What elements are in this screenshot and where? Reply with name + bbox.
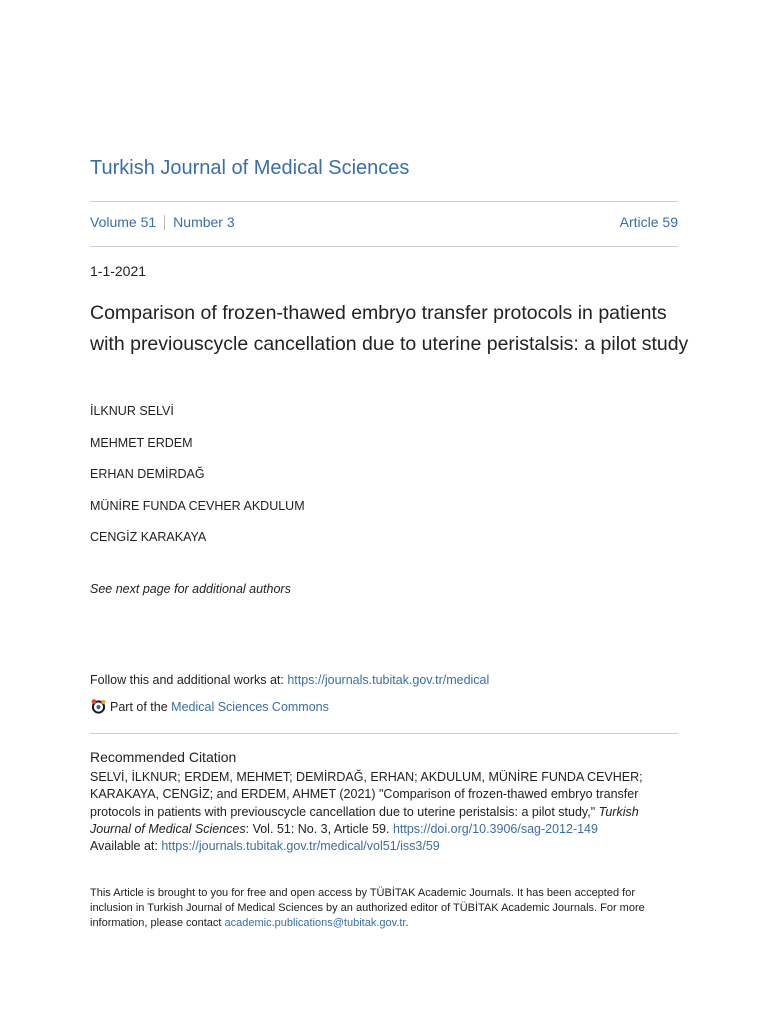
article-title: Comparison of frozen-thawed embryo transfer protocols in patients with previouscycle cancellation due to uterine peristalsis: a pilot study	[90, 302, 689, 355]
available-url-link[interactable]: https://journals.tubitak.gov.tr/medical/vol51/iss3/59	[161, 839, 440, 854]
author-list	[90, 404, 305, 562]
recommended-citation-heading: Recommended Citation	[90, 749, 237, 765]
author-name: MÜNİRE FUNDA CEVHER AKDULUM	[90, 498, 305, 513]
number-link[interactable]: Number 3	[173, 214, 235, 230]
citation-divider	[90, 733, 678, 734]
follow-line	[90, 673, 489, 687]
issue-divider	[90, 246, 678, 247]
access-note-text: This Article is brought to you for free and open access by TÜBİTAK Academic Journals. It has been accepted for inclusion in Turkish Journal of Medical Sciences by an authorized editor of TÜBİTAK Academic Journals. For more information, please contact	[90, 887, 645, 929]
top-divider	[90, 201, 678, 202]
part-of-line	[90, 698, 329, 715]
access-note	[90, 886, 670, 931]
follow-url-link[interactable]: https://journals.tubitak.gov.tr/medical	[287, 673, 490, 687]
doi-link[interactable]: https://doi.org/10.3906/sag-2012-149	[392, 821, 598, 836]
follow-prefix: Follow this and additional works at:	[90, 673, 288, 687]
available-at-prefix: Available at:	[90, 839, 162, 854]
journal-title-link[interactable]: Turkish Journal of Medical Sciences	[90, 157, 410, 179]
author-name: ERHAN DEMİRDAĞ	[90, 467, 205, 481]
part-of-prefix: Part of the	[110, 699, 168, 714]
issue-separator	[164, 215, 165, 230]
issue-bar	[90, 214, 678, 230]
author-name: MEHMET ERDEM	[90, 435, 193, 450]
citation-volume-info: : Vol. 51: No. 3, Article 59.	[245, 821, 393, 836]
medical-sciences-commons-link[interactable]: Medical Sciences Commons	[171, 699, 329, 714]
volume-link[interactable]: Volume 51	[90, 214, 157, 230]
access-note-end: .	[405, 917, 409, 929]
publication-date: 1-1-2021	[90, 263, 147, 279]
commons-network-icon	[90, 698, 107, 715]
citation-text	[90, 769, 682, 855]
additional-authors-note: See next page for additional authors	[90, 582, 291, 596]
contact-email-link[interactable]: academic.publications@tubitak.gov.tr	[224, 917, 406, 929]
citation-main-text: SELVİ, İLKNUR; ERDEM, MEHMET; DEMİRDAĞ, ERHAN; AKDULUM, MÜNİRE FUNDA CEVHER; KARAKAYA, CENGİZ; and ERDEM, AHMET (2021) "Comparison of frozen-thawed embryo transfer protocols in patients with previouscycle cancellation due to uterine peristalsis: a pilot study,"	[90, 770, 643, 819]
citation-journal-name: Turkish Journal of Medical Sciences	[90, 804, 639, 836]
author-name: CENGİZ KARAKAYA	[90, 530, 207, 544]
article-link[interactable]: Article 59	[619, 214, 678, 230]
author-name: İLKNUR SELVİ	[90, 404, 174, 418]
